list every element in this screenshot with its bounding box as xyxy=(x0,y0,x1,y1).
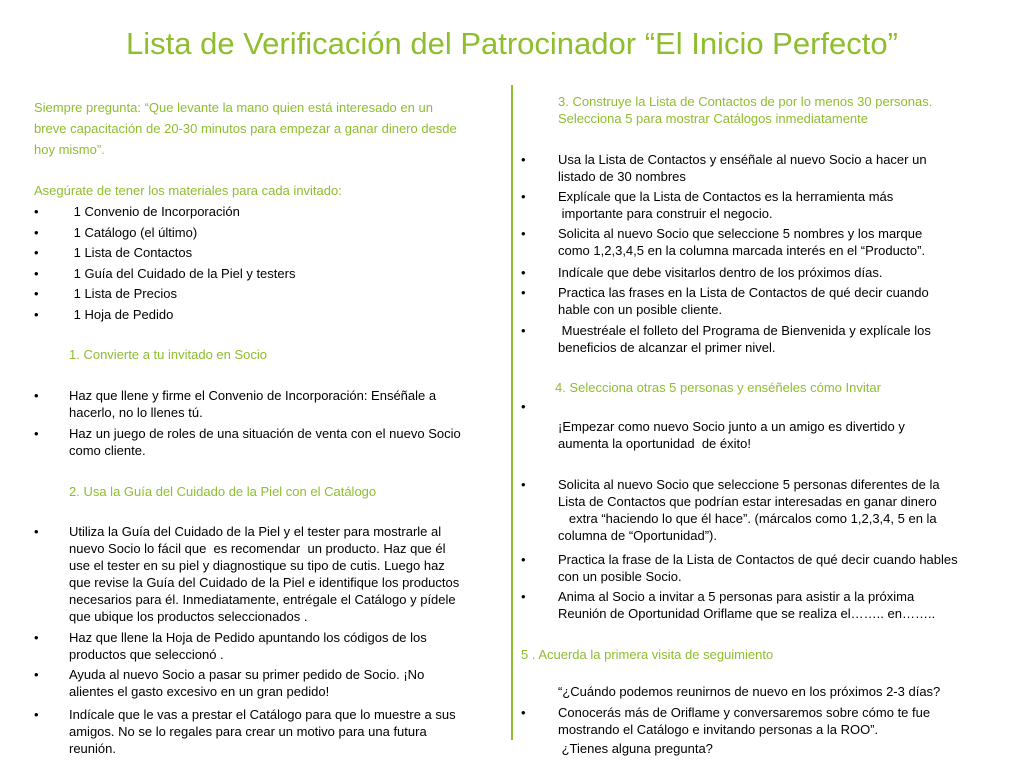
bullet-icon: • xyxy=(521,189,526,204)
materials-heading: Asegúrate de tener los materiales para cada invitado: xyxy=(34,183,342,198)
step4-quote: aumenta la oportunidad de éxito! xyxy=(558,436,751,451)
materials-item: 1 Hoja de Pedido xyxy=(70,306,174,322)
step1-item: como cliente. xyxy=(69,443,146,458)
materials-item: 1 Catálogo (el último) xyxy=(70,224,198,240)
step2-item: amigos. No se lo regales para crear un motivo para una futura xyxy=(69,724,427,739)
step2-item: necesarios para él. Inmediatamente, entrégale el Catálogo y pídele xyxy=(69,592,456,607)
step4-item: Lista de Contactos que podrían estar interesadas en ganar dinero xyxy=(558,494,937,509)
bullet-icon: • xyxy=(521,226,526,241)
intro-text: Siempre pregunta: “Que levante la mano quien está interesado en un xyxy=(34,100,433,115)
step4-item: columna de “Oportunidad”). xyxy=(558,528,717,543)
step4-item: extra “haciendo lo que él hace”. (márcalos como 1,2,3,4, 5 en la xyxy=(558,511,937,526)
bullet-icon: • xyxy=(521,399,526,414)
step4-item: Reunión de Oportunidad Oriflame que se realiza el…….. en…….. xyxy=(558,606,936,621)
materials-item: 1 Lista de Precios xyxy=(70,286,177,301)
bullet-icon: • xyxy=(34,286,39,301)
bullet-icon: • xyxy=(521,323,526,338)
step2-item: reunión. xyxy=(69,741,116,756)
step5-heading: 5 . Acuerda la primera visita de seguimiento xyxy=(521,647,774,662)
step2-item: Ayuda al nuevo Socio a pasar su primer pedido de Socio. ¡No xyxy=(69,667,425,682)
step4-heading: 4. Selecciona otras 5 personas y enséñeles cómo Invitar xyxy=(555,380,881,395)
step2-item: Haz que llene la Hoja de Pedido apuntando los códigos de los xyxy=(69,630,427,645)
page-title: Lista de Verificación del Patrocinador “El Inicio Perfecto” xyxy=(126,26,898,61)
bullet-icon: • xyxy=(521,705,526,720)
step2-item: Indícale que le vas a prestar el Catálogo para que lo muestre a sus xyxy=(69,707,456,722)
column-divider xyxy=(511,85,513,740)
bullet-icon: • xyxy=(34,245,39,260)
bullet-icon: • xyxy=(521,265,526,280)
step3-item: Practica las frases en la Lista de Contactos de qué decir cuando xyxy=(558,285,929,300)
step4-item: Solicita al nuevo Socio que seleccione 5 personas diferentes de la xyxy=(558,477,940,492)
step5-question: “¿Cuándo podemos reunirnos de nuevo en los próximos 2-3 días? xyxy=(558,684,941,699)
step1-item: Haz que llene y firme el Convenio de Incorporación: Enséñale a xyxy=(69,388,437,403)
materials-item: 1 Guía del Cuidado de la Piel y testers xyxy=(70,265,296,281)
step2-item: Utiliza la Guía del Cuidado de la Piel y el tester para mostrarle al xyxy=(69,524,442,539)
step2-item: use el tester en su piel y diagnostique su tipo de cutis. Luego haz xyxy=(69,558,445,573)
bullet-icon: • xyxy=(34,426,39,441)
step3-heading: 3. Construye la Lista de Contactos de por lo menos 30 personas. xyxy=(558,94,933,109)
step2-item: que ubique los productos seleccionados . xyxy=(69,609,308,624)
step2-item: alientes el gasto excesivo en un gran pedido! xyxy=(69,684,330,699)
step4-item: Anima al Socio a invitar a 5 personas para asistir a la próxima xyxy=(558,589,915,604)
step3-item: hable con un posible cliente. xyxy=(558,302,723,317)
bullet-icon: • xyxy=(34,204,39,219)
step4-quote: ¡Empezar como nuevo Socio junto a un amigo es divertido y xyxy=(558,419,905,434)
step3-item: listado de 30 nombres xyxy=(558,169,686,184)
step3-item: Muestréale el folleto del Programa de Bienvenida y explícale los xyxy=(558,323,931,338)
step5-item: Conocerás más de Oriflame y conversaremos sobre cómo te fue xyxy=(558,705,931,720)
intro-text: hoy mismo”. xyxy=(34,142,105,157)
step2-item: productos que seleccionó . xyxy=(69,647,224,662)
bullet-icon: • xyxy=(521,477,526,492)
bullet-icon: • xyxy=(34,388,39,403)
step2-item: nuevo Socio lo fácil que es recomendar un producto. Haz que él xyxy=(69,541,446,556)
step4-item: Practica la frase de la Lista de Contactos de qué decir cuando hables xyxy=(558,552,958,567)
intro-text: breve capacitación de 20-30 minutos para empezar a ganar dinero desde xyxy=(34,121,457,136)
materials-item: 1 Convenio de Incorporación xyxy=(70,204,240,219)
step3-item: Solicita al nuevo Socio que seleccione 5 nombres y los marque xyxy=(558,226,923,241)
step5-closing: ¿Tienes alguna pregunta? xyxy=(558,741,713,756)
step4-item: con un posible Socio. xyxy=(558,569,682,584)
step3-item: Indícale que debe visitarlos dentro de los próximos días. xyxy=(558,265,883,280)
step1-heading: 1. Convierte a tu invitado en Socio xyxy=(69,347,268,362)
bullet-icon: • xyxy=(521,285,526,300)
materials-item: 1 Lista de Contactos xyxy=(70,245,193,260)
step1-item: Haz un juego de roles de una situación de venta con el nuevo Socio xyxy=(69,426,461,441)
bullet-icon: • xyxy=(34,265,39,281)
step3-item: importante para construir el negocio. xyxy=(558,206,773,221)
bullet-icon: • xyxy=(34,707,39,722)
step1-item: hacerlo, no lo llenes tú. xyxy=(69,405,203,420)
bullet-icon: • xyxy=(521,589,526,604)
step2-item: que revise la Guía del Cuidado de la Piel e identifique los productos xyxy=(69,575,460,590)
bullet-icon: • xyxy=(521,552,526,567)
step3-item: beneficios de alcanzar el primer nivel. xyxy=(558,340,776,355)
step3-item: Usa la Lista de Contactos y enséñale al nuevo Socio a hacer un xyxy=(558,152,927,167)
step3-item: como 1,2,3,4,5 en la columna marcada interés en el “Producto”. xyxy=(558,243,926,258)
bullet-icon: • xyxy=(34,224,39,240)
step5-item: mostrando el Catálogo e invitando personas a la ROO”. xyxy=(558,722,879,737)
bullet-icon: • xyxy=(34,524,39,539)
bullet-icon: • xyxy=(521,152,526,167)
bullet-icon: • xyxy=(34,306,39,322)
bullet-icon: • xyxy=(34,667,39,682)
step3-heading: Selecciona 5 para mostrar Catálogos inmediatamente xyxy=(558,111,869,126)
step3-item: Explícale que la Lista de Contactos es la herramienta más xyxy=(558,189,894,204)
bullet-icon: • xyxy=(34,630,39,645)
step2-heading: 2. Usa la Guía del Cuidado de la Piel con el Catálogo xyxy=(69,484,377,499)
